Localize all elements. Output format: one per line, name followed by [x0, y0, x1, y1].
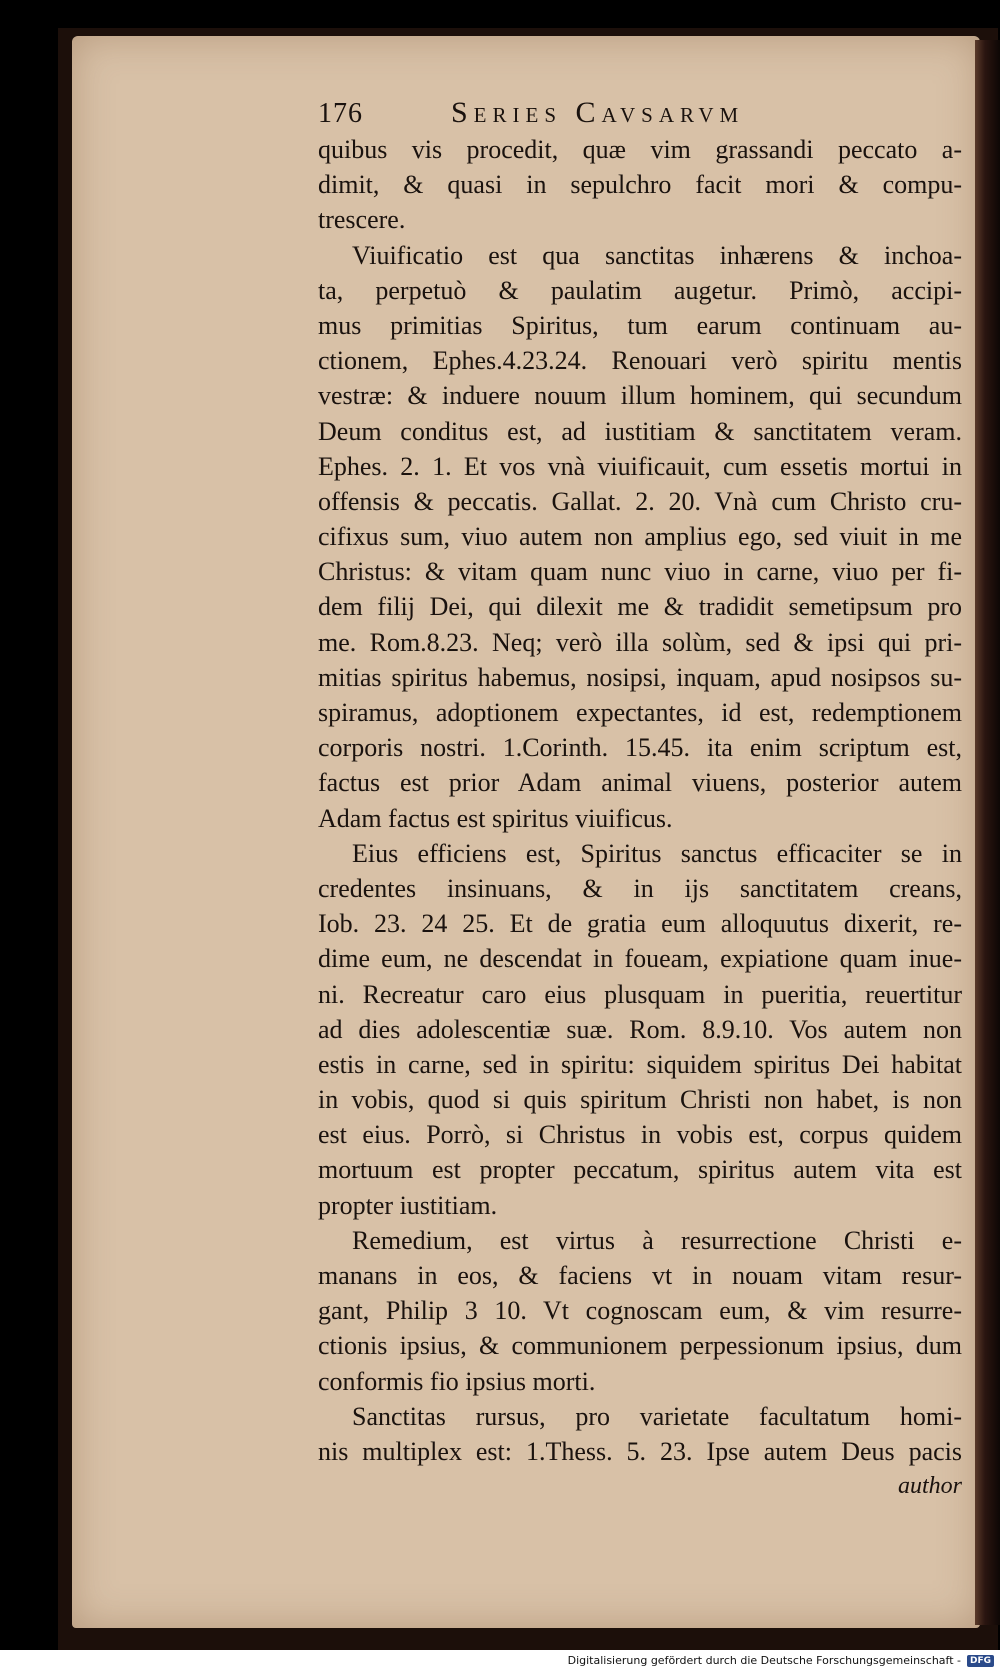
text-line: ctionem, Ephes.4.23.24. Renouari verò spiritu mentis: [318, 346, 962, 376]
page-number: 176: [318, 98, 363, 129]
text-line: dime eum, ne descendat in foueam, expiatione quam inue-: [318, 944, 962, 974]
text-line: gant, Philip 3 10. Vt cognoscam eum, & vim resurre-: [318, 1296, 962, 1326]
text-line: ctionis ipsius, & communionem perpessionum ipsius, dum: [318, 1331, 962, 1361]
text-line: est eius. Porrò, si Christus in vobis est, corpus quidem: [318, 1120, 962, 1150]
text-line: mitias spiritus habemus, nosipsi, inquam, apud nosipsos su-: [318, 662, 962, 692]
text-line: me. Rom.8.23. Neq; verò illa solùm, sed & ipsi qui pri-: [318, 627, 962, 657]
page-header: [318, 96, 962, 132]
dfg-logo: DFG: [967, 1655, 994, 1667]
text-line: spiramus, adoptionem expectantes, id est, redemptionem: [318, 698, 962, 727]
text-line: Iob. 23. 24 25. Et de gratia eum alloquutus dixerit, re-: [318, 909, 962, 939]
text-line: Remedium, est virtus à resurrectione Christi e-: [352, 1225, 962, 1255]
running-title: Series Cavsarvm: [451, 96, 745, 129]
text-line: vestræ: & induere nouum illum hominem, qui secundum: [318, 381, 962, 411]
text-line: propter iustitiam.: [318, 1190, 498, 1220]
text-line: dimit, & quasi in sepulchro facit mori & compu-: [318, 170, 962, 200]
text-line: Eius efficiens est, Spiritus sanctus efficaciter se in: [352, 838, 962, 868]
text-line: estis in carne, sed in spiritu: siquidem spiritus Dei habitat: [318, 1049, 962, 1079]
text-line: nis multiplex est: 1.Thess. 5. 23. Ipse autem Deus pacis: [318, 1436, 962, 1466]
text-line: cifixus sum, viuo autem non amplius ego, sed viuit in me: [318, 522, 962, 552]
text-line: Christus: & vitam quam nunc viuo in carne, viuo per fi-: [318, 557, 962, 587]
text-line: credentes insinuans, & in ijs sanctitatem creans,: [318, 873, 962, 903]
text-line: ad dies adolescentiæ suæ. Rom. 8.9.10. Vos autem non: [318, 1014, 962, 1044]
digitization-footer: [0, 1650, 1000, 1671]
text-line: ta, perpetuò & paulatim augetur. Primò, accipi-: [318, 275, 962, 305]
text-line: conformis fio ipsius morti.: [318, 1366, 596, 1396]
text-line: in vobis, quod si quis spiritum Christi non habet, is non: [318, 1085, 962, 1115]
text-line: ni. Recreatur caro eius plusquam in pueritia, reuertitur: [318, 979, 962, 1009]
body-lines: [318, 132, 962, 1469]
text-line: mus primitias Spiritus, tum earum continuam au-: [318, 310, 962, 340]
text-line: Deum conditus est, ad iustitiam & sanctitatem veram.: [318, 416, 962, 446]
text-line: Sanctitas rursus, pro varietate facultatum homi-: [352, 1401, 962, 1431]
text-line: manans in eos, & faciens vt in nouam vitam resur-: [318, 1261, 962, 1290]
text-line: corporis nostri. 1.Corinth. 15.45. ita enim scriptum est,: [318, 733, 962, 763]
text-line: Viuificatio est qua sanctitas inhærens & inchoa-: [352, 240, 962, 270]
text-line: offensis & peccatis. Gallat. 2. 20. Vnà cum Christo cru-: [318, 486, 962, 516]
text-line: dem filij Dei, qui dilexit me & tradidit semetipsum pro: [318, 592, 962, 622]
text-line: quibus vis procedit, quæ vim grassandi peccato a-: [318, 135, 962, 164]
text-line: mortuum est propter peccatum, spiritus autem vita est: [318, 1155, 962, 1185]
page-text-block: [318, 96, 962, 1504]
text-line: Adam factus est spiritus viuificus.: [318, 803, 673, 833]
text-line: trescere.: [318, 205, 406, 235]
catchword: author: [897, 1473, 962, 1500]
footer-credit: Digitalisierung gefördert durch die Deutsche Forschungsgemeinschaft -: [567, 1654, 961, 1667]
text-line: factus est prior Adam animal viuens, posterior autem: [318, 768, 962, 798]
text-line: Ephes. 2. 1. Et vos vnà viuificauit, cum essetis mortui in: [318, 451, 962, 481]
page-edge: [975, 40, 1000, 1625]
